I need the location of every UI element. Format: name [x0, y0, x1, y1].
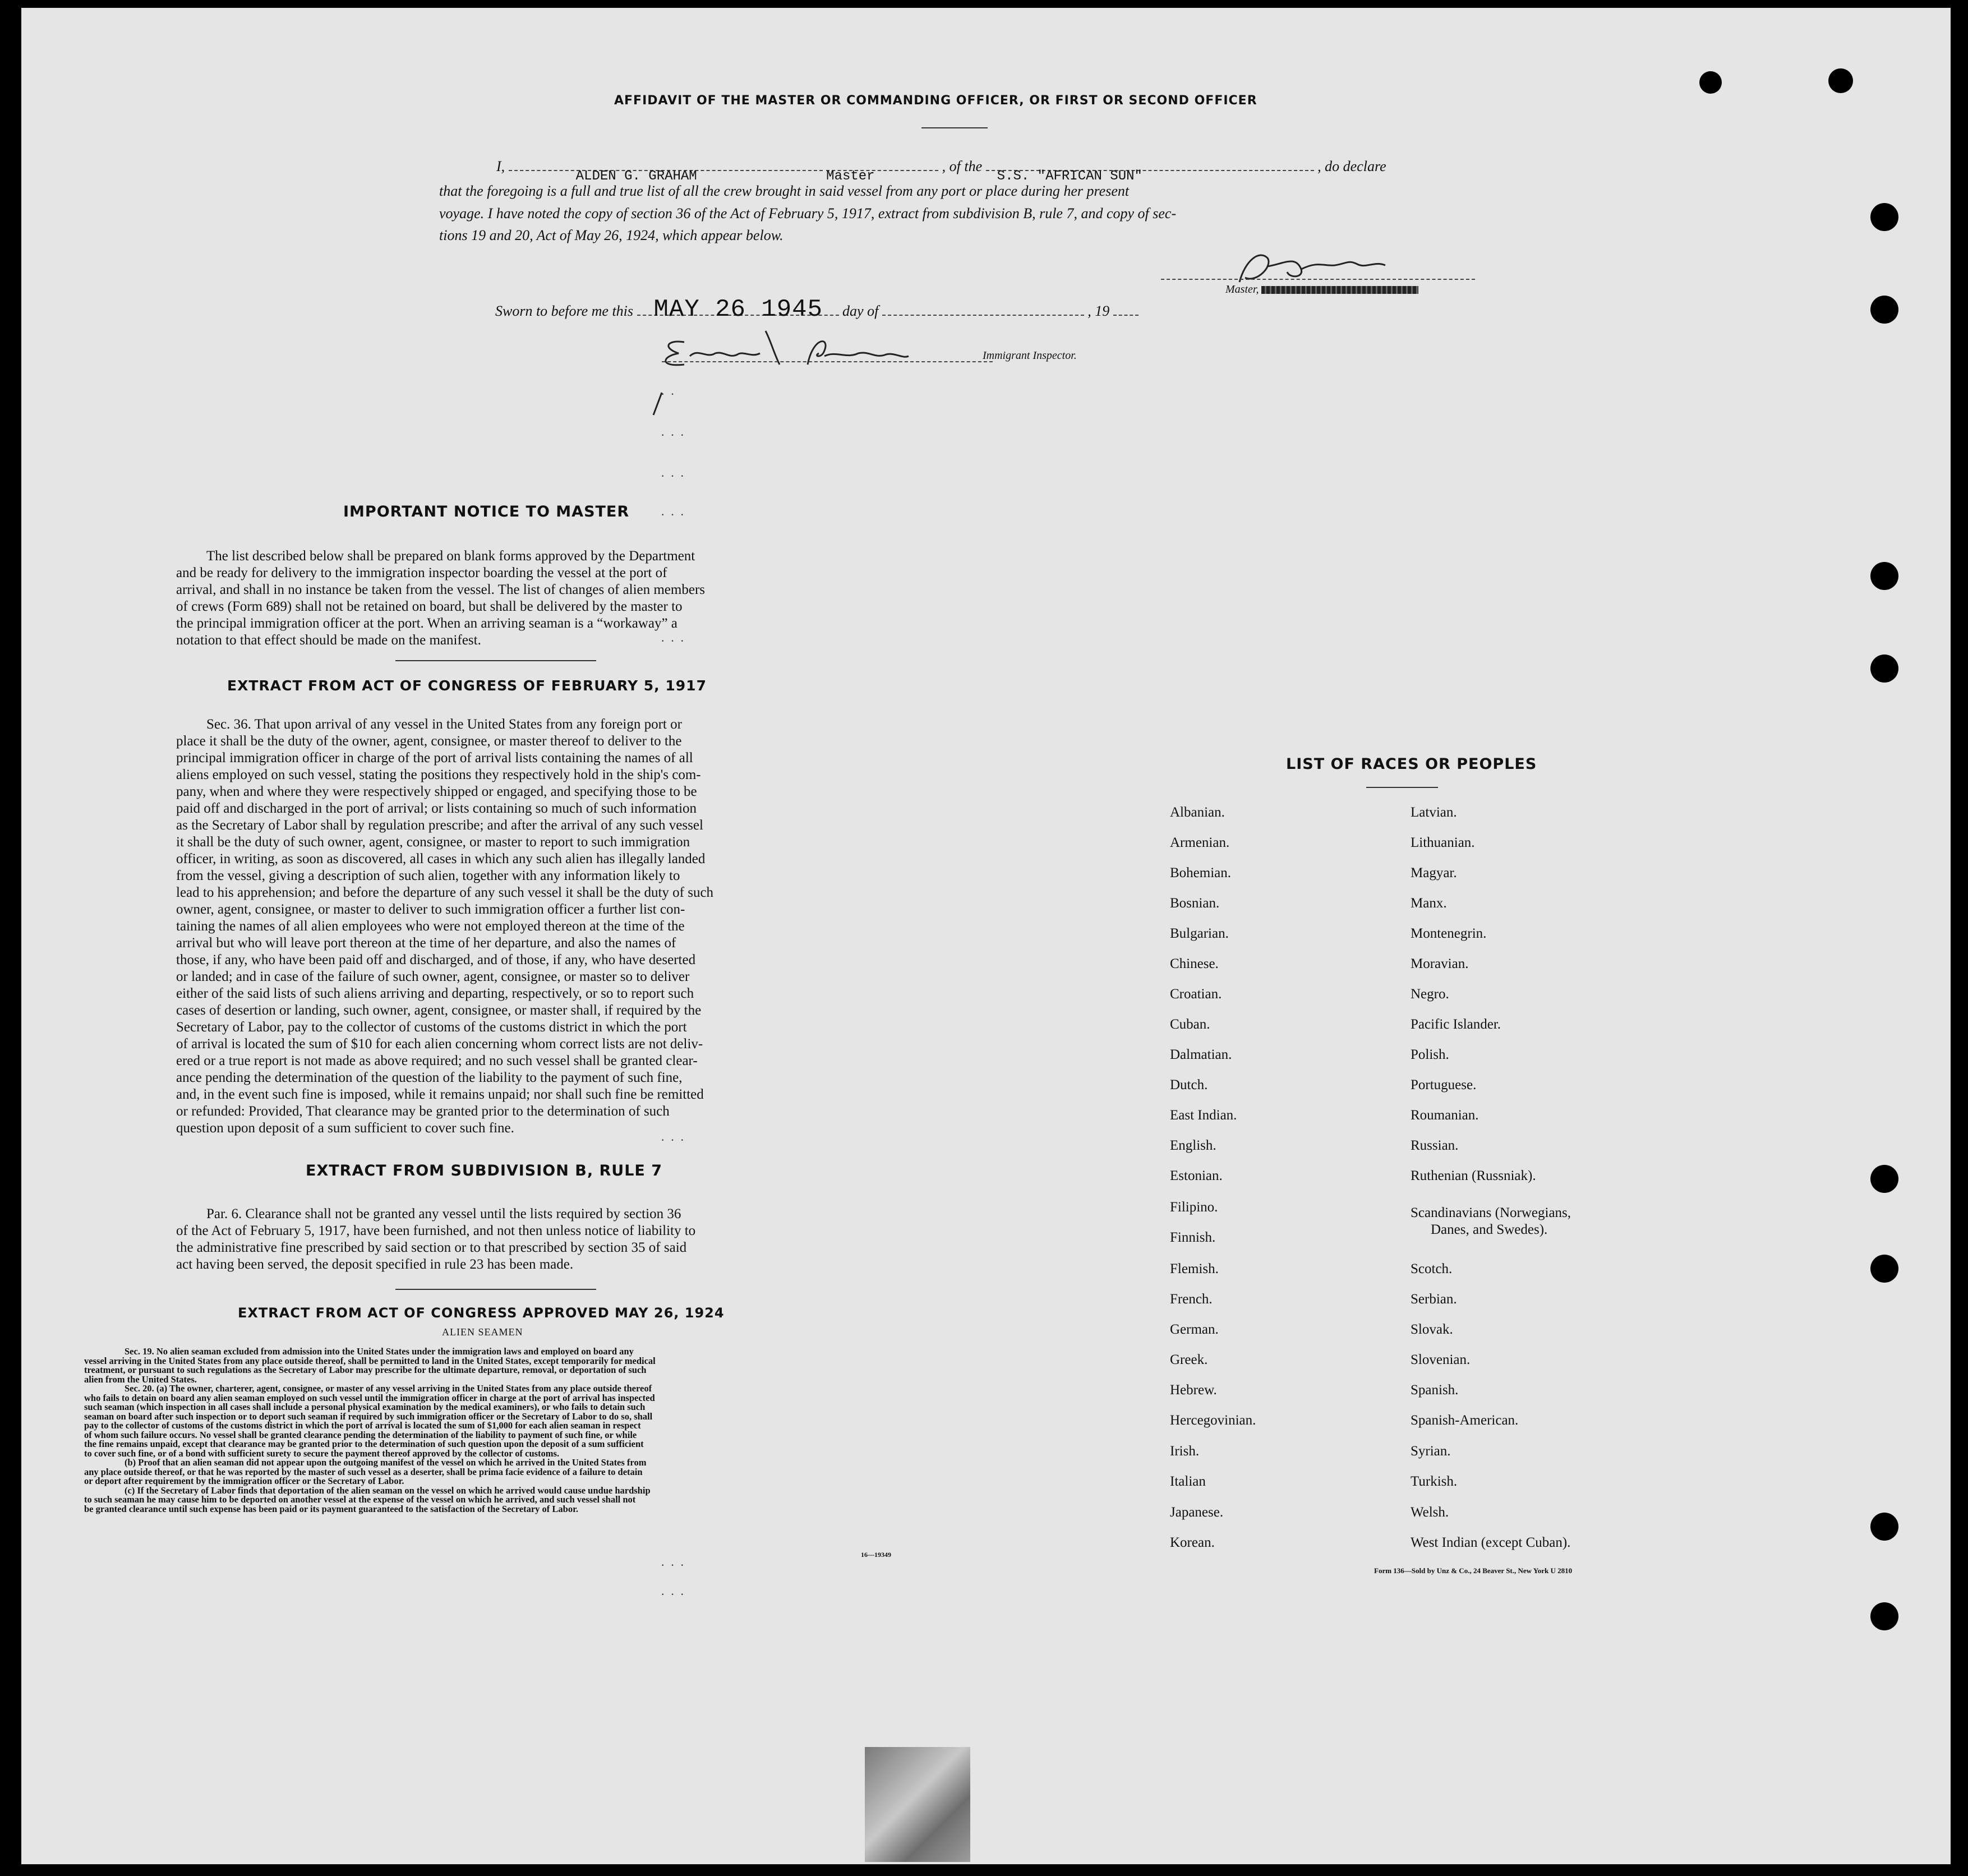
sec-36-line: it shall be the duty of such owner, agent, consignee, or master to report to such immigration — [176, 835, 690, 850]
sec-19-line: vessel arriving in the United States from any place outside thereof, shall be permitted to land in the United States, except temporarily for medical — [84, 1355, 656, 1366]
sec-20-line: any place outside thereof, or that he was reported by the master of such vessel as a deserter, shall be prima facie evidence of a failure to detain — [84, 1466, 643, 1477]
vessel-field — [986, 169, 1314, 184]
sec-20-line: or deport after requirement by the immigration officer or the Secretary of Labor. — [84, 1476, 404, 1486]
race-item: Slovenian. — [1411, 1352, 1471, 1367]
sec-19-line: treatment, or pursuant to such regulations as the Secretary of Labor may prescribe for the ultimate departure, removal, or deportation of such — [84, 1365, 647, 1375]
race-item: Welsh. — [1411, 1505, 1449, 1520]
race-item: Ruthenian (Russniak). — [1411, 1168, 1536, 1183]
sec-20-line: who fails to detain on board any alien seaman employed on such vessel until the immigration officer in charge at the port of arrival has inspected — [84, 1392, 655, 1403]
race-item: Korean. — [1170, 1535, 1215, 1550]
binder-hole — [1870, 1165, 1898, 1193]
race-item: Dalmatian. — [1170, 1047, 1232, 1062]
form-footer: Form 136—Sold by Unz & Co., 24 Beaver St., New York U 2810 — [1374, 1566, 1573, 1575]
sec-20-line: Sec. 20. (a) The owner, charterer, agent, consignee, or master of any vessel arriving in the United States from any place outside thereof — [125, 1383, 652, 1394]
race-item: French. — [1170, 1292, 1213, 1307]
sworn-line — [495, 296, 1185, 324]
race-item: Greek. — [1170, 1352, 1208, 1367]
race-item: Russian. — [1411, 1138, 1459, 1153]
notice-line: arrival, and shall in no instance be taken from the vessel. The list of changes of alien members — [176, 582, 705, 597]
master-sig-line — [1161, 279, 1475, 280]
race-item: Slovak. — [1411, 1322, 1453, 1337]
sec-36-line: those, if any, who have been paid off and discharged, and of those, if any, who have deserted — [176, 952, 696, 967]
rank-field — [826, 169, 938, 184]
race-item: Hercegovinian. — [1170, 1413, 1256, 1428]
race-item: Turkish. — [1411, 1474, 1458, 1489]
sec-36-line: owner, agent, consignee, or master to deliver to such immigration officer a further list con- — [176, 902, 685, 917]
dot-marker: ··· — [661, 508, 690, 522]
par-6-line: the administrative fine prescribed by said section or to that prescribed by section 35 of said — [176, 1240, 687, 1255]
affidavit-line-4: tions 19 and 20, Act of May 26, 1924, which appear below. — [439, 227, 783, 243]
form-code: 16—19349 — [861, 1551, 891, 1559]
title-rule — [921, 127, 988, 128]
vessel-name: S.S. "AFRICAN SUN" — [997, 169, 1142, 184]
race-item: Montenegrin. — [1411, 926, 1487, 941]
notice-body — [176, 548, 817, 649]
sec-36-line: or refunded: Provided, That clearance may be granted prior to the determination of such — [176, 1104, 670, 1119]
extract-1924-title: EXTRACT FROM ACT OF CONGRESS APPROVED MAY 26, 1924 — [238, 1305, 725, 1321]
label-i: I, — [496, 158, 505, 174]
notice-title: IMPORTANT NOTICE TO MASTER — [343, 503, 630, 520]
sec-20-line: (b) Proof that an alien seaman did not appear upon the outgoing manifest of the vessel on which he arrived in the United States from — [125, 1457, 647, 1468]
race-item: Pacific Islander. — [1411, 1017, 1501, 1032]
race-item: German. — [1170, 1322, 1219, 1337]
sec-36-line: either of the said lists of such aliens arriving and departing, respectively, or so to report such — [176, 986, 694, 1001]
race-item: Flemish. — [1170, 1261, 1219, 1276]
sec-36-line: question upon deposit of a sum sufficient to cover such fine. — [176, 1121, 514, 1136]
extract-1924-subtitle: ALIEN SEAMEN — [442, 1326, 523, 1338]
races-title-rule — [1366, 787, 1438, 788]
sec-36-line: ered or a true report is not made as above required; and no such vessel shall be granted clear- — [176, 1053, 698, 1068]
race-item: Hebrew. — [1170, 1382, 1217, 1398]
day-field — [637, 296, 839, 324]
race-item: Armenian. — [1170, 835, 1230, 850]
dot-marker: ··· — [661, 1587, 690, 1601]
race-item: Irish. — [1170, 1444, 1200, 1459]
race-item: Latvian. — [1411, 805, 1457, 820]
sec-20-line: to such seaman he may cause him to be deported on another vessel at the expense of the vessel on which he arrived, and such vessel shall not — [84, 1494, 636, 1505]
sec-20-line: (c) If the Secretary of Labor finds that deportation of the alien seaman on the vessel on which he arrived would cause undue hardship — [125, 1485, 651, 1496]
extract-1917-body — [176, 716, 817, 1137]
sec-36-line: lead to his apprehension; and before the departure of any such vessel it shall be the duty of such — [176, 885, 714, 900]
sec-36-line: Secretary of Labor, pay to the collector of customs of the customs district in which the port — [176, 1020, 687, 1035]
race-item: Moravian. — [1411, 956, 1469, 971]
binder-hole — [1870, 1602, 1898, 1630]
inspector-signature — [645, 325, 937, 421]
race-item: Italian — [1170, 1474, 1206, 1489]
sec-20-line: the fine remains unpaid, except that clearance may be granted prior to the determination of such question upon the deposit of a sum sufficient — [84, 1439, 644, 1449]
race-item: Filipino. — [1170, 1200, 1218, 1215]
binder-hole — [1828, 68, 1853, 93]
affidavit-line-1 — [496, 158, 1509, 184]
sec-20-line: seaman on board after such inspection or to deport such seaman if required by such immigration officer or the Secretary of Labor to do so, shall — [84, 1411, 653, 1422]
master-name: ALDEN G. GRAHAM — [575, 169, 697, 184]
race-item: English. — [1170, 1138, 1216, 1153]
race-item: Dutch. — [1170, 1077, 1208, 1093]
master-label-text: Master, — [1225, 283, 1259, 296]
year-label: , 19 — [1087, 303, 1110, 319]
sec-36-line: as the Secretary of Labor shall by regulation prescribe; and after the arrival of any such vessel — [176, 818, 703, 833]
race-item: Bohemian. — [1170, 865, 1232, 881]
dot-marker: ·· — [661, 387, 680, 401]
par-6-line: Par. 6. Clearance shall not be granted any vessel until the lists required by section 36 — [206, 1206, 681, 1222]
race-item: Albanian. — [1170, 805, 1225, 820]
affidavit-line-2: that the foregoing is a full and true list of all the crew brought in said vessel from any port or place during her present — [439, 183, 1130, 199]
binder-hole — [1870, 203, 1898, 231]
sec-20-line: of whom such failure occurs. No vessel shall be granted clearance pending the determination of the liability to payment of such fine, or while — [84, 1429, 637, 1440]
sec-36-line: paid off and discharged in the port of arrival; or lists containing so much of such information — [176, 801, 697, 816]
sec-36-line: place it shall be the duty of the owner, agent, consignee, or master thereof to deliver to the — [176, 734, 682, 749]
sec-36-line: ance pending the determination of the question of the liability to the payment of such fine, — [176, 1070, 683, 1085]
sec-36-line: from the vessel, giving a description of such alien, together with any information likely to — [176, 868, 680, 883]
race-item: Roumanian. — [1411, 1108, 1479, 1123]
rank-value: Master — [826, 169, 875, 184]
race-item: Negro. — [1411, 987, 1449, 1002]
affidavit-line-3: voyage. I have noted the copy of section 36 of the Act of February 5, 1917, extract from subdivision B, rule 7, and copy of sec- — [439, 205, 1177, 222]
sec-20-line: pay to the collector of customs of the customs district in which the port of arrival is located the sum of $1,000 for each alien seaman in respect — [84, 1420, 641, 1431]
year-field — [1113, 315, 1139, 316]
race-item: Japanese. — [1170, 1505, 1224, 1520]
sec-36-line: pany, when and where they were respectively shipped or engaged, and specifying those to be — [176, 784, 697, 799]
sec-36-line: or landed; and in case of the failure of such owner, agent, consignee, or master so to deliver — [176, 969, 690, 984]
race-item: Magyar. — [1411, 865, 1457, 881]
inspector-sig-line — [662, 361, 993, 362]
subdivision-body — [176, 1206, 817, 1273]
race-item: Scotch. — [1411, 1261, 1453, 1276]
of-the-label: , of the — [942, 158, 983, 174]
race-item: Danes, and Swedes). — [1431, 1222, 1548, 1237]
struck-text — [1261, 286, 1418, 294]
inspector-label: Immigrant Inspector. — [983, 349, 1077, 362]
par-6-line: of the Act of February 5, 1917, have been furnished, and not then unless notice of liability to — [176, 1223, 696, 1238]
race-item: Scandinavians (Norwegians, — [1411, 1205, 1571, 1220]
sec-36-line: principal immigration officer in charge of the port of arrival lists containing the names of all — [176, 750, 693, 766]
race-item: West Indian (except Cuban). — [1411, 1535, 1571, 1550]
day-of-label: day of — [842, 303, 879, 319]
race-item: Polish. — [1411, 1047, 1449, 1062]
section-rule — [395, 1289, 596, 1290]
notice-line: of crews (Form 689) shall not be retained on board, but shall be delivered by the master to — [176, 599, 683, 614]
affidavit-title: AFFIDAVIT OF THE MASTER OR COMMANDING OFFICER, OR FIRST OR SECOND OFFICER — [614, 94, 1257, 108]
race-item: East Indian. — [1170, 1108, 1237, 1123]
race-item: Bosnian. — [1170, 896, 1220, 911]
sec-20-line: such seaman (which inspection in all cases shall include a personal physical examination by the medical examiners), or who fails to detain such — [84, 1402, 646, 1412]
race-item: Serbian. — [1411, 1292, 1457, 1307]
par-6-line: act having been served, the deposit specified in rule 23 has been made. — [176, 1257, 574, 1272]
subdivision-title: EXTRACT FROM SUBDIVISION B, RULE 7 — [306, 1162, 663, 1179]
section-rule — [395, 660, 596, 661]
race-item: Syrian. — [1411, 1444, 1451, 1459]
sec-20-line: be granted clearance until such expense has been paid or its payment guaranteed to the satisfaction of the Secretary of Labor. — [84, 1503, 579, 1514]
race-item: Chinese. — [1170, 956, 1219, 971]
notice-line: the principal immigration officer at the port. When an arriving seaman is a “workaway” a — [176, 616, 677, 631]
month-field — [882, 315, 1084, 316]
do-declare-label: , do declare — [1317, 158, 1386, 174]
dot-marker: ··· — [661, 634, 690, 648]
dot-marker: ··· — [661, 1133, 690, 1147]
date-stamp: MAY 26 1945 — [653, 296, 823, 324]
race-item: Finnish. — [1170, 1230, 1216, 1245]
dot-marker: ··· — [661, 469, 690, 483]
race-item: Croatian. — [1170, 987, 1222, 1002]
tape-remnant — [865, 1747, 970, 1862]
binder-hole — [1870, 1513, 1898, 1541]
race-item: Estonian. — [1170, 1168, 1223, 1183]
sec-36-line: arrival but who will leave port thereon at the time of her departure, and also the names of — [176, 935, 676, 951]
race-item: Bulgarian. — [1170, 926, 1229, 941]
race-item: Cuban. — [1170, 1017, 1210, 1032]
notice-line: The list described below shall be prepared on blank forms approved by the Department — [206, 548, 695, 564]
dot-marker: ··· — [661, 1558, 690, 1572]
race-item: Manx. — [1411, 896, 1447, 911]
race-item: Lithuanian. — [1411, 835, 1475, 850]
sec-19-line: alien from the United States. — [84, 1373, 197, 1385]
sec-36-line: and, in the event such fine is imposed, while it remains unpaid; nor shall such fine be remitted — [176, 1087, 704, 1102]
binder-hole — [1870, 562, 1898, 590]
race-item: Spanish-American. — [1411, 1413, 1519, 1428]
binder-hole — [1870, 654, 1898, 683]
sec-36-line: aliens employed on such vessel, stating the positions they respectively hold in the ship's com- — [176, 767, 701, 782]
sec-19-line: Sec. 19. No alien seaman excluded from admission into the United States under the immigration laws and employed on board any — [125, 1346, 634, 1357]
master-label — [1225, 283, 1418, 296]
extract-1924-body — [84, 1347, 906, 1514]
extract-1917-title: EXTRACT FROM ACT OF CONGRESS OF FEBRUARY 5, 1917 — [227, 677, 707, 694]
race-item: Spanish. — [1411, 1382, 1459, 1398]
notice-line: and be ready for delivery to the immigration inspector boarding the vessel at the port of — [176, 565, 667, 580]
sec-20-line: to cover such fine, or of a bond with sufficient surety to secure the payment thereof approved by the collector of customs. — [84, 1448, 560, 1459]
binder-hole — [1699, 71, 1722, 94]
binder-hole — [1870, 296, 1898, 324]
sec-36-line: Sec. 36. That upon arrival of any vessel in the United States from any foreign port or — [206, 717, 682, 732]
notice-line: notation to that effect should be made on the manifest. — [176, 633, 481, 648]
races-title: LIST OF RACES OR PEOPLES — [1286, 755, 1537, 773]
race-item: Portuguese. — [1411, 1077, 1477, 1093]
name-field — [509, 169, 823, 184]
sec-36-line: cases of desertion or landing, such owner, agent, consignee, or master shall, if required by the — [176, 1003, 702, 1018]
sec-36-line: of arrival is located the sum of $10 for each alien concerning whom correct lists are not deliv- — [176, 1036, 703, 1052]
binder-hole — [1870, 1255, 1898, 1283]
dot-marker: ··· — [661, 428, 690, 442]
sec-36-line: officer, in writing, as soon as discovered, all cases in which any such alien has illegally landed — [176, 851, 706, 866]
sworn-label: Sworn to before me this — [495, 303, 634, 319]
sec-36-line: taining the names of all alien employees who were not employed thereon at the time of the — [176, 919, 685, 934]
